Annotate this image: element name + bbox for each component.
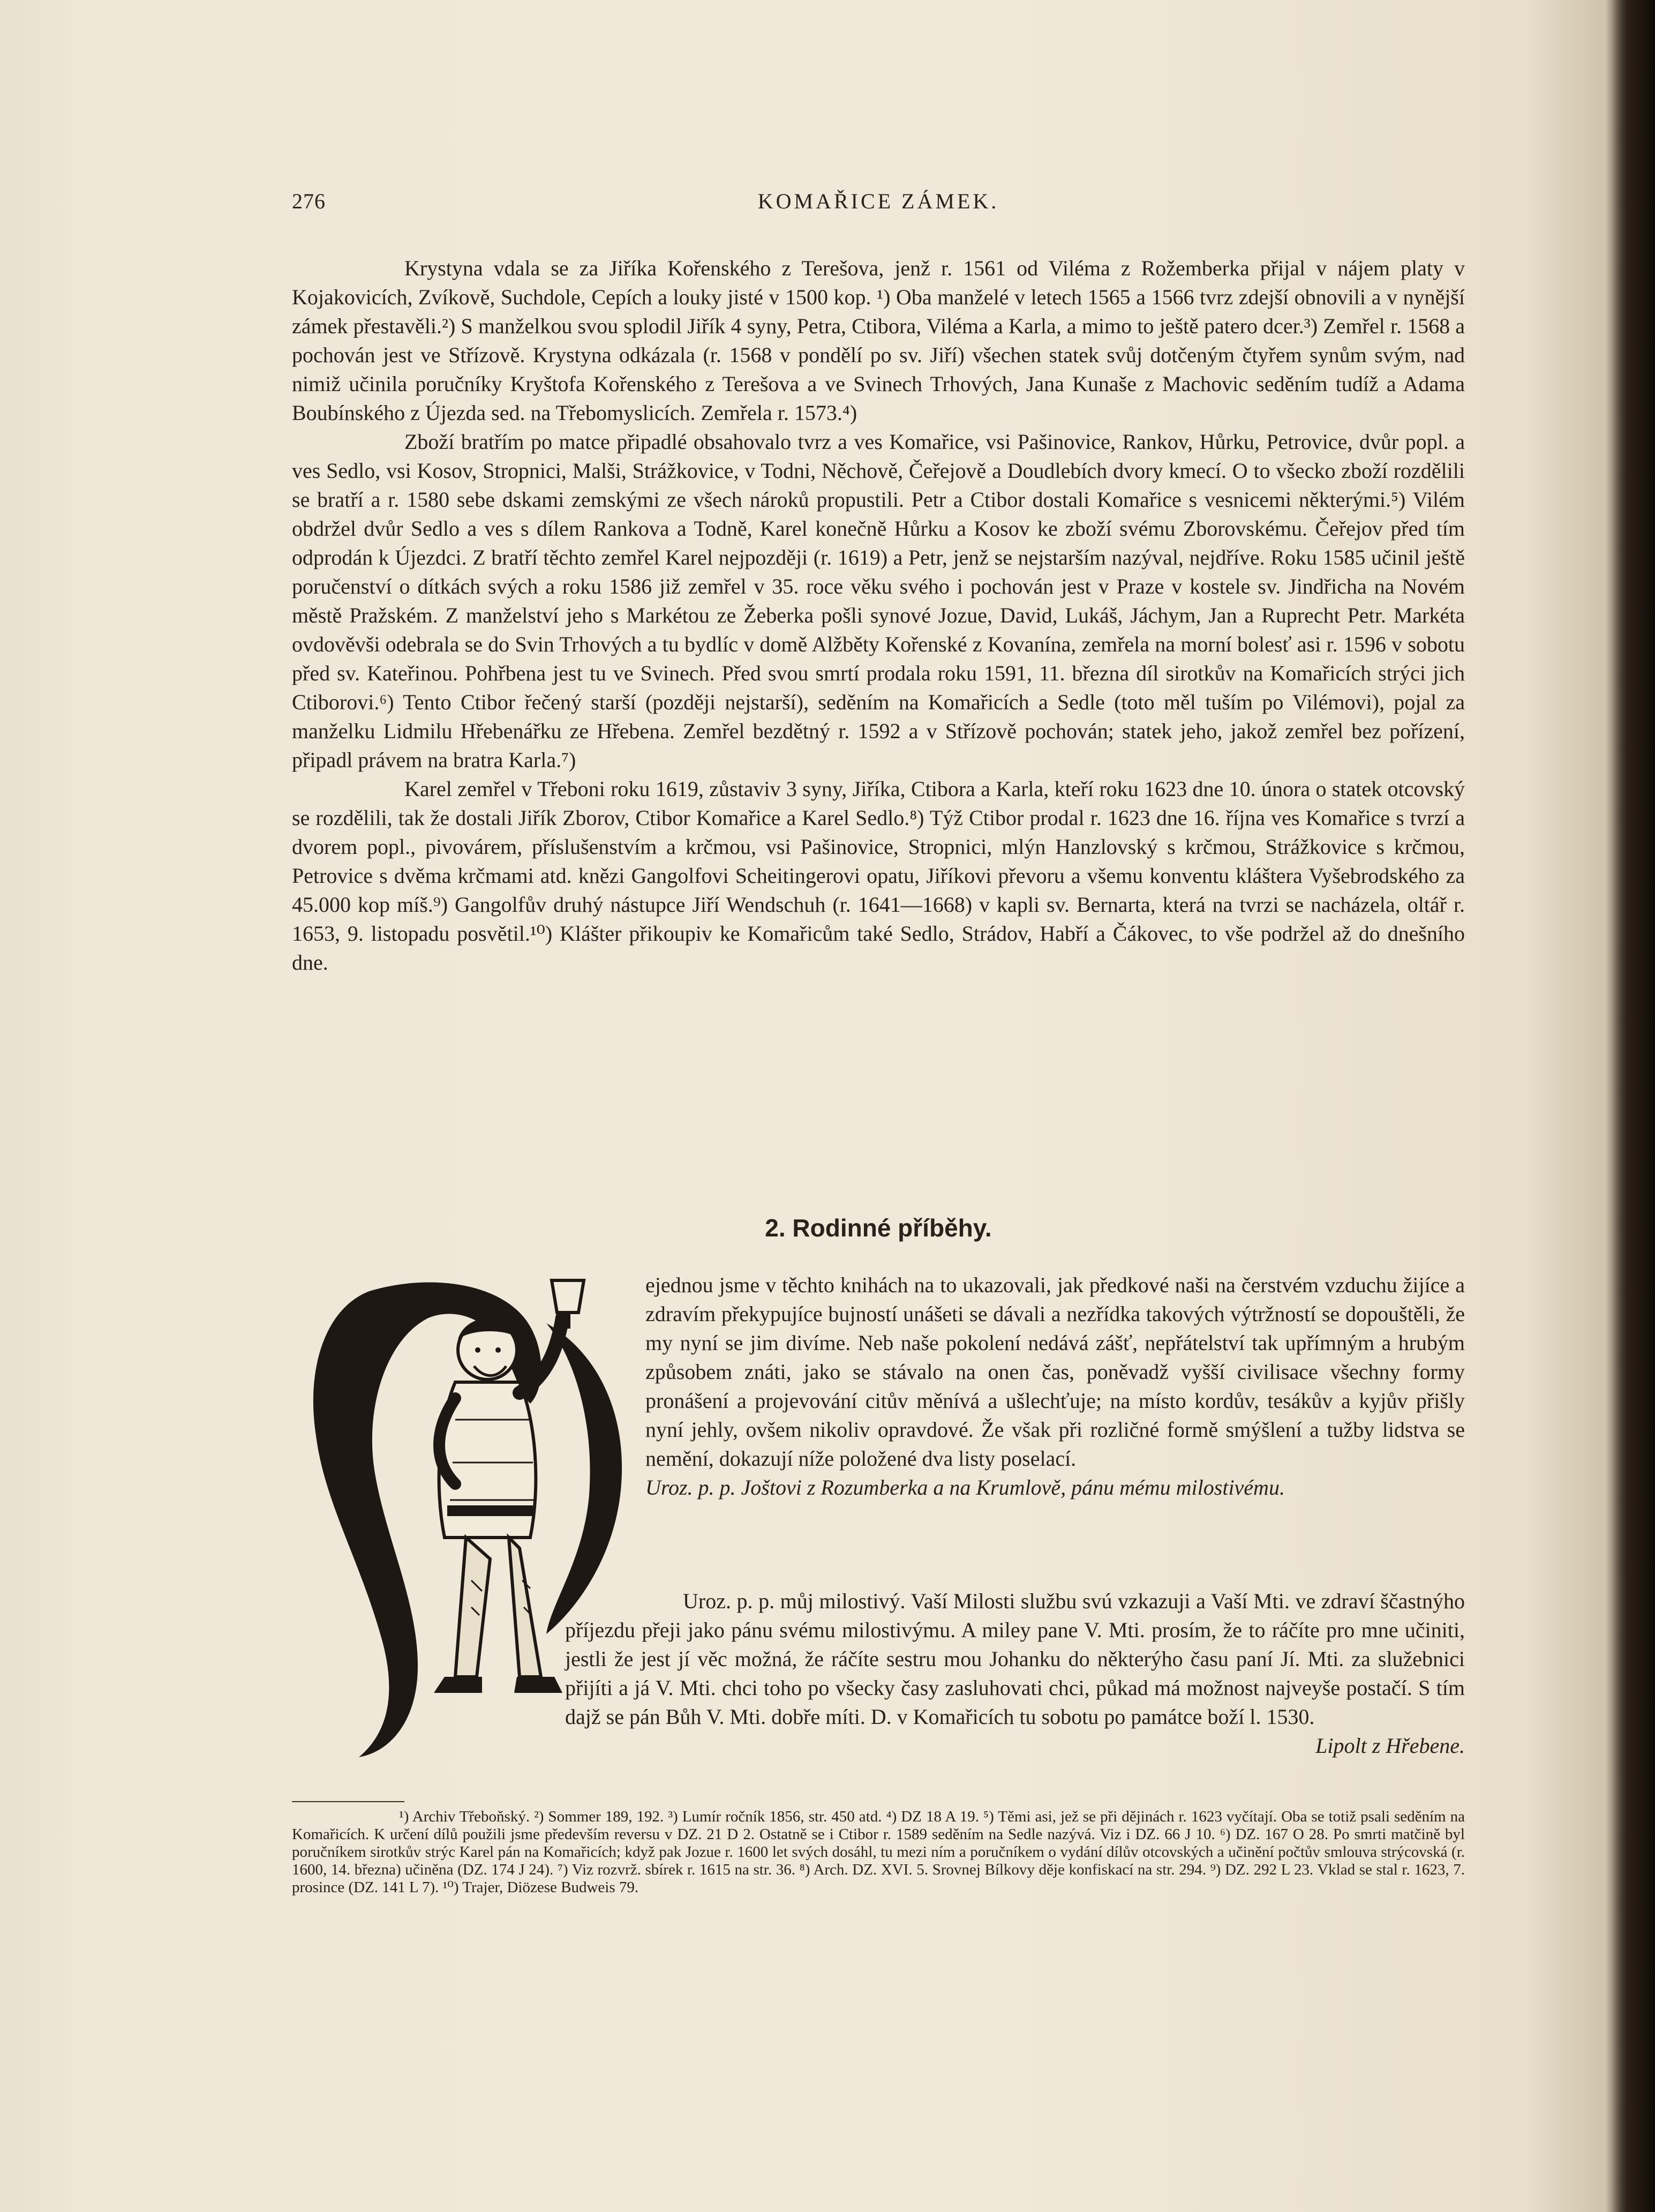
book-binding-edge [1612,0,1655,2212]
paragraph: Karel zemřel v Třeboni roku 1619, zůstaviv 3 syny, Jiříka, Ctibora a Karla, kteří roku 1623 dne 10. února o statek otcovský se rozdělili, tak že dostali Jiřík Zborov, Ctibor Komařice a Karel Sedlo.⁸) Týž Ctibor prodal r. 1623 dne 16. října ves Komařice s tvrzí a dvorem popl., pivovárem, příslušenstvím a krčmou, vsi Pašinovice, Stropnici, mlýn Hanzlovský s krčmou, Strážkovice s krčmou, Petrovice s dvěma krčmami atd. knězi Gangolfovi Scheitingerovi opatu, Jiříkovi převoru a všemu konventu kláštera Vyšebrodského za 45.000 kop míš.⁹) Gangolfův druhý nástupce Jiří Wendschuh (r. 1641—1668) v kapli sv. Bernarta, která na tvrzi se nacházela, oltář r. 1653, 9. listopadu posvětil.¹⁰) Klášter přikoupiv ke Komařicům také Sedlo, Strádov, Habří a Čákovec, to vše podržel až do dnešního dne. [292,777,1465,974]
paragraph: Zboží bratřím po matce připadlé obsahovalo tvrz a ves Komařice, vsi Pašinovice, Rankov, Hůrku, Petrovice, dvůr popl. a ves Sedlo, vsi Kosov, Stropnici, Malši, Strážkovice, v Todni, Něchově, Čeřejově a Doudlebích dvory kmecí. O to všecko zboží rozdělili se bratří a r. 1580 sebe dskami zemskými ze všech nároků propustili. Petr a Ctibor dostali Komařice s vesnicemi některými.⁵) Vilém obdržel dvůr Sedlo a ves s dílem Rankova a Todně, Karel konečně Hůrku a Kosov ke zboží svému Zborovskému. Čeřejov před tím odprodán k Újezdci. Z bratří těchto zemřel Karel nejpozději (r. 1619) a Petr, jenž se nejstarším nazýval, nejdříve. Roku 1585 učinil ještě poručenství o dítkách svých a roku 1586 již zemřel v 35. roce věku svého i pochován jest v Praze v kostele sv. Jindřicha na Novém městě Pražském. Z manželství jeho s Markétou ze Žeberka pošli synové Jozue, David, Lukáš, Jáchym, Jan a Ruprecht Petr. Markéta ovdověvši odebrala se do Svin Trhových a tu bydlíc v domě Alžběty Kořenské z Kovanína, zemřela na morní bolesť asi r. 1596 v sobotu před sv. Kateřinou. Pohřbena jest tu ve Svinech. Před svou smrtí prodala roku 1591, 11. března díl sirotkův na Komařicích strýci jich Ctiborovi.⁶) Tento Ctibor řečený starší (později nejstarší), seděním na Komařicích a Sedle (toto měl tuším po Vilémovi), pojal za manželku Lidmilu Hřebenářku ze Hřebena. Zemřel bezdětný r. 1592 a v Střízově pochován; statek jeho, jakož zemřel bez pořízení, připadl právem na bratra Karla.⁷) [292,430,1465,772]
section-text-column [645,1271,1465,1502]
page-header [292,189,1465,221]
page-number: 276 [292,189,326,213]
letter-signature: Lipolt z Hřebene. [1315,1734,1465,1758]
running-title: KOMAŘICE ZÁMEK. [757,189,999,213]
letter-address: Uroz. p. p. Joštovi z Rozumberka a na Krumlově, pánu mému milostivému. [645,1475,1285,1499]
letter-body: Uroz. p. p. můj milostivý. Vaší Milosti službu svú vzkazuji a Vaší Mti. ve zdraví ščastnýho příjezdu přeji jako pánu svému milostivýmu. A miley pane V. Mti. prosím, že to ráčíte pro mne učiniti, jestli že jest jí věc možná, že ráčíte sestru mou Johanku do některýho času paní Jí. Mti. za služebnici přijíti a já V. Mti. chci toho po všecky časy zasluhovati chci, půkad má možnost najveyše postačí. S tím dajž se pán Bůh V. Mti. dobře míti. D. v Komařicích tu sobotu po památce boží l. 1530. [565,1589,1465,1729]
paragraph: Krystyna vdala se za Jiříka Kořenského z Terešova, jenž r. 1561 od Viléma z Rožemberka přijal v nájem platy v Kojakovicích, Zvíkově, Suchdole, Cepích a louky jisté v 1500 kop. ¹) Oba manželé v letech 1565 a 1566 tvrz zdejší obnovili a v nynější zámek přestavěli.²) S manželkou svou splodil Jiřík 4 syny, Petra, Ctibora, Viléma a Karla, a mimo to ještě patero dcer.³) Zemřel r. 1568 a pochován jest ve Střízově. Krystyna odkázala (r. 1568 v pondělí po sv. Jiří) všechen statek svůj dotčeným čtyřem synům svým, nad nimiž učinila poručníky Kryštofa Kořenského z Terešova a ve Svinech Trhových, Jana Kunaše z Machovic seděním tudíž a Adama Boubínského z Újezda sed. na Třebomyslicích. Zemřela r. 1573.⁴) [292,256,1465,425]
main-text [292,254,1465,977]
footnote-divider [292,1801,404,1802]
section-intro: ejednou jsme v těchto knihách na to ukazovali, jak předkové naši na čerstvém vzduchu žijíce a zdravím překypujíce bujností unášeti se dávali a nezřídka takových výtržností se dopouštěli, že my nyní se jim divíme. Neb naše pokolení nedává zášť, nepřátelství tak upřímným a hrubým způsobem znáti, jako se stávalo na onen čas, poněvadž vyšší civilisace všechny formy pronášení a projevování citův měnívá a ušlechťuje; na místo kordův, tesákův a kyjův přišly nyní jehly, ovšem nikoliv opravdové. Že však při rozličné formě smýšlení a tužby lidstva se nemění, dokazují níže položené dva listy poselací. [645,1273,1465,1471]
letter-text [565,1587,1465,1760]
footnote-text: ¹) Archiv Třeboňský. ²) Sommer 189, 192. ³) Lumír ročník 1856, str. 450 atd. ⁴) DZ 18 A 19. ⁵) Těmi asi, jež se při dějinách r. 1623 vyčítají. Oba se totiž psali seděním na Komařicích. K určení dílů použili jsme především reversu v DZ. 21 D 2. Ostatně se i Ctibor r. 1589 seděním na Sedle nazývá. Viz i DZ. 66 J 10. ⁶) DZ. 167 O 28. Po smrti matčině byl poručníkem sirotkův strýc Karel pán na Komařicích; když pak Jozue r. 1600 let svých dosáhl, tu mezi ním a poručníkem o vydání dílův otcovských a učinění počtův smlouva strýcovská (r. 1600, 14. března) učiněna (DZ. 174 J 24). ⁷) Viz rozvrž. sbírek r. 1615 na str. 36. ⁸) Arch. DZ. XVI. 5. Srovnej Bílkovy děje konfiskací na str. 294. ⁹) DZ. 292 L 23. Vklad se stal r. 1623, 7. prosince (DZ. 141 L 7). ¹⁰) Trajer, Diözese Budweis 79. [292,1808,1465,1896]
footnotes [292,1808,1465,1896]
section-heading: 2. Rodinné příběhy. [765,1214,992,1242]
